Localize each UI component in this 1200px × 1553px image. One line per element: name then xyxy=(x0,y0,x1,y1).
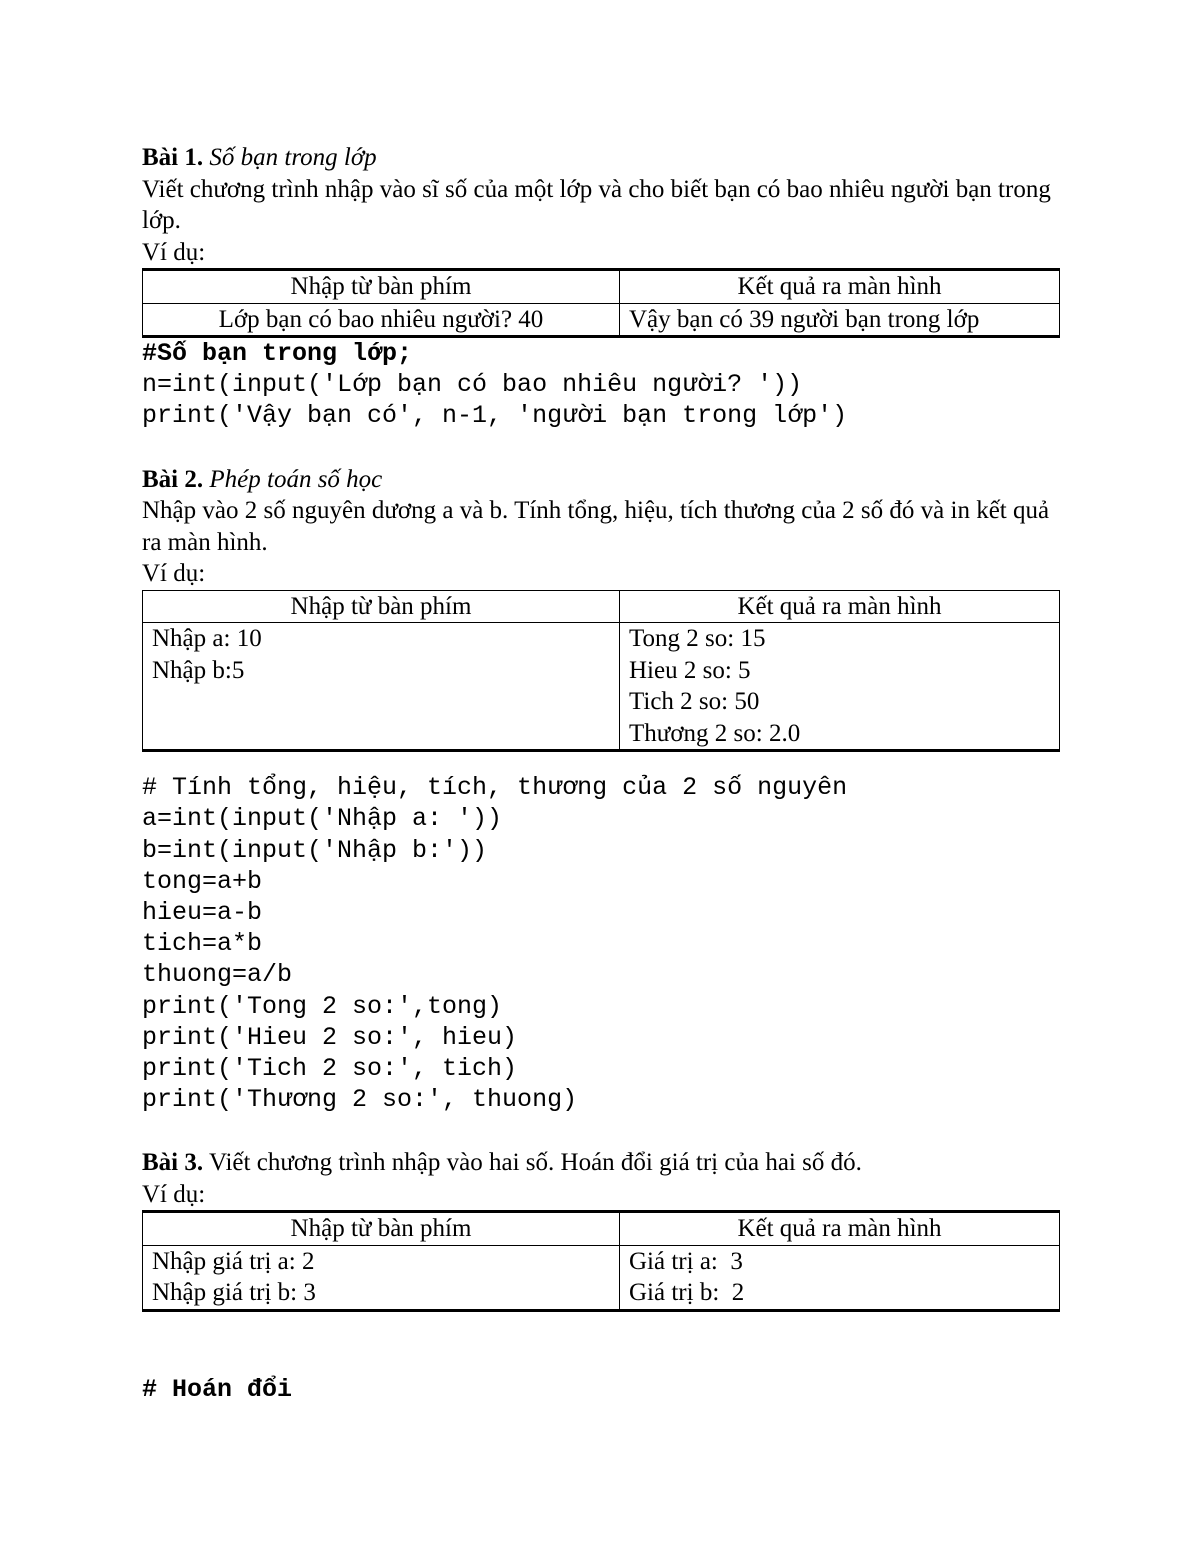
code-line: print('Vậy bạn có', n-1, 'người bạn trong lớp') xyxy=(142,401,848,431)
table-cell-line: Nhập b:5 xyxy=(152,656,245,684)
exercise-1-example-table xyxy=(142,268,1060,338)
exercise-1-code-comment: #Số bạn trong lớp; xyxy=(142,339,413,368)
table-header-input: Nhập từ bàn phím xyxy=(143,1212,620,1246)
code-line: a=int(input('Nhập a: ')) xyxy=(142,804,503,834)
table-cell-output xyxy=(620,303,1060,337)
exercise-3-code-comment: # Hoán đổi xyxy=(142,1374,293,1404)
table-row xyxy=(143,1245,1060,1310)
table-cell-line: Giá trị a: 3 xyxy=(629,1247,743,1275)
exercise-3-example-label: Ví dụ: xyxy=(142,1180,206,1208)
code-line: hieu=a-b xyxy=(142,897,263,927)
table-cell-output xyxy=(620,623,1060,751)
table-header-row xyxy=(143,590,1060,623)
table-header-output: Kết quả ra màn hình xyxy=(620,1212,1060,1246)
exercise-2-example-table xyxy=(142,590,1060,753)
exercise-3-example-table xyxy=(142,1210,1060,1312)
exercise-2-code-block xyxy=(142,772,1060,1115)
table-cell-line: Lớp bạn có bao nhiêu người? 40 xyxy=(218,305,544,333)
table-header-input: Nhập từ bàn phím xyxy=(143,590,620,623)
table-cell-line: Nhập giá trị b: 3 xyxy=(152,1279,316,1307)
table-header-output: Kết quả ra màn hình xyxy=(620,590,1060,623)
code-line: print('Tich 2 so:', tich) xyxy=(142,1053,518,1083)
table-cell-line: Tich 2 so: 50 xyxy=(629,688,760,716)
table-cell-input xyxy=(143,623,620,751)
exercise-1-label: Bài 1. xyxy=(142,144,204,171)
exercise-3-heading xyxy=(142,1147,1060,1179)
table-cell-input xyxy=(143,1245,620,1310)
table-header-row xyxy=(143,1212,1060,1246)
exercise-2-label: Bài 2. xyxy=(142,465,204,493)
table-header-row xyxy=(143,270,1060,304)
code-line: b=int(input('Nhập b:')) xyxy=(142,835,488,865)
exercise-1-title: Số bạn trong lớp xyxy=(209,144,377,171)
table-cell-output xyxy=(620,1245,1060,1310)
table-header-output: Kết quả ra màn hình xyxy=(620,270,1060,304)
code-line: tich=a*b xyxy=(142,929,263,959)
table-cell-line: Giá trị b: 2 xyxy=(629,1279,745,1307)
exercise-1-code-block xyxy=(142,369,1060,431)
document-page xyxy=(142,142,1060,1405)
exercise-3-description: Viết chương trình nhập vào hai số. Hoán đổi giá trị của hai số đó. xyxy=(208,1149,862,1177)
code-line: thuong=a/b xyxy=(142,960,293,990)
table-cell-line: Nhập a: 10 xyxy=(152,625,262,653)
code-line: # Tính tổng, hiệu, tích, thương của 2 số nguyên xyxy=(142,773,848,803)
table-row xyxy=(143,623,1060,751)
code-line: n=int(input('Lớp bạn có bao nhiêu người? ')) xyxy=(142,370,803,400)
table-cell-line: Vậy bạn có 39 người bạn trong lớp xyxy=(629,305,980,333)
table-cell-line: Tong 2 so: 15 xyxy=(629,625,766,653)
table-row xyxy=(143,303,1060,337)
table-cell-line: Hieu 2 so: 5 xyxy=(629,656,751,684)
exercise-2-example-label: Ví dụ: xyxy=(142,560,206,588)
exercise-1-description: Viết chương trình nhập vào sĩ số của một lớp và cho biết bạn có bao nhiêu người bạn trong lớp. xyxy=(142,175,1051,234)
exercise-1-heading xyxy=(142,142,1060,174)
exercise-2-description: Nhập vào 2 số nguyên dương a và b. Tính tổng, hiệu, tích thương của 2 số đó và in kết quả ra màn hình. xyxy=(142,497,1050,556)
table-cell-line: Nhập giá trị a: 2 xyxy=(152,1247,315,1275)
table-cell-input xyxy=(143,303,620,337)
exercise-3-label: Bài 3. xyxy=(142,1149,204,1177)
code-line: print('Thương 2 so:', thuong) xyxy=(142,1085,578,1115)
table-cell-line: Thương 2 so: 2.0 xyxy=(629,719,801,747)
exercise-2-title: Phép toán số học xyxy=(209,465,383,493)
exercise-2-heading xyxy=(142,464,1060,496)
code-line: print('Tong 2 so:',tong) xyxy=(142,991,503,1021)
exercise-1-example-label: Ví dụ: xyxy=(142,238,206,266)
code-line: print('Hieu 2 so:', hieu) xyxy=(142,1022,518,1052)
code-line: tong=a+b xyxy=(142,866,263,896)
table-header-input: Nhập từ bàn phím xyxy=(143,270,620,304)
